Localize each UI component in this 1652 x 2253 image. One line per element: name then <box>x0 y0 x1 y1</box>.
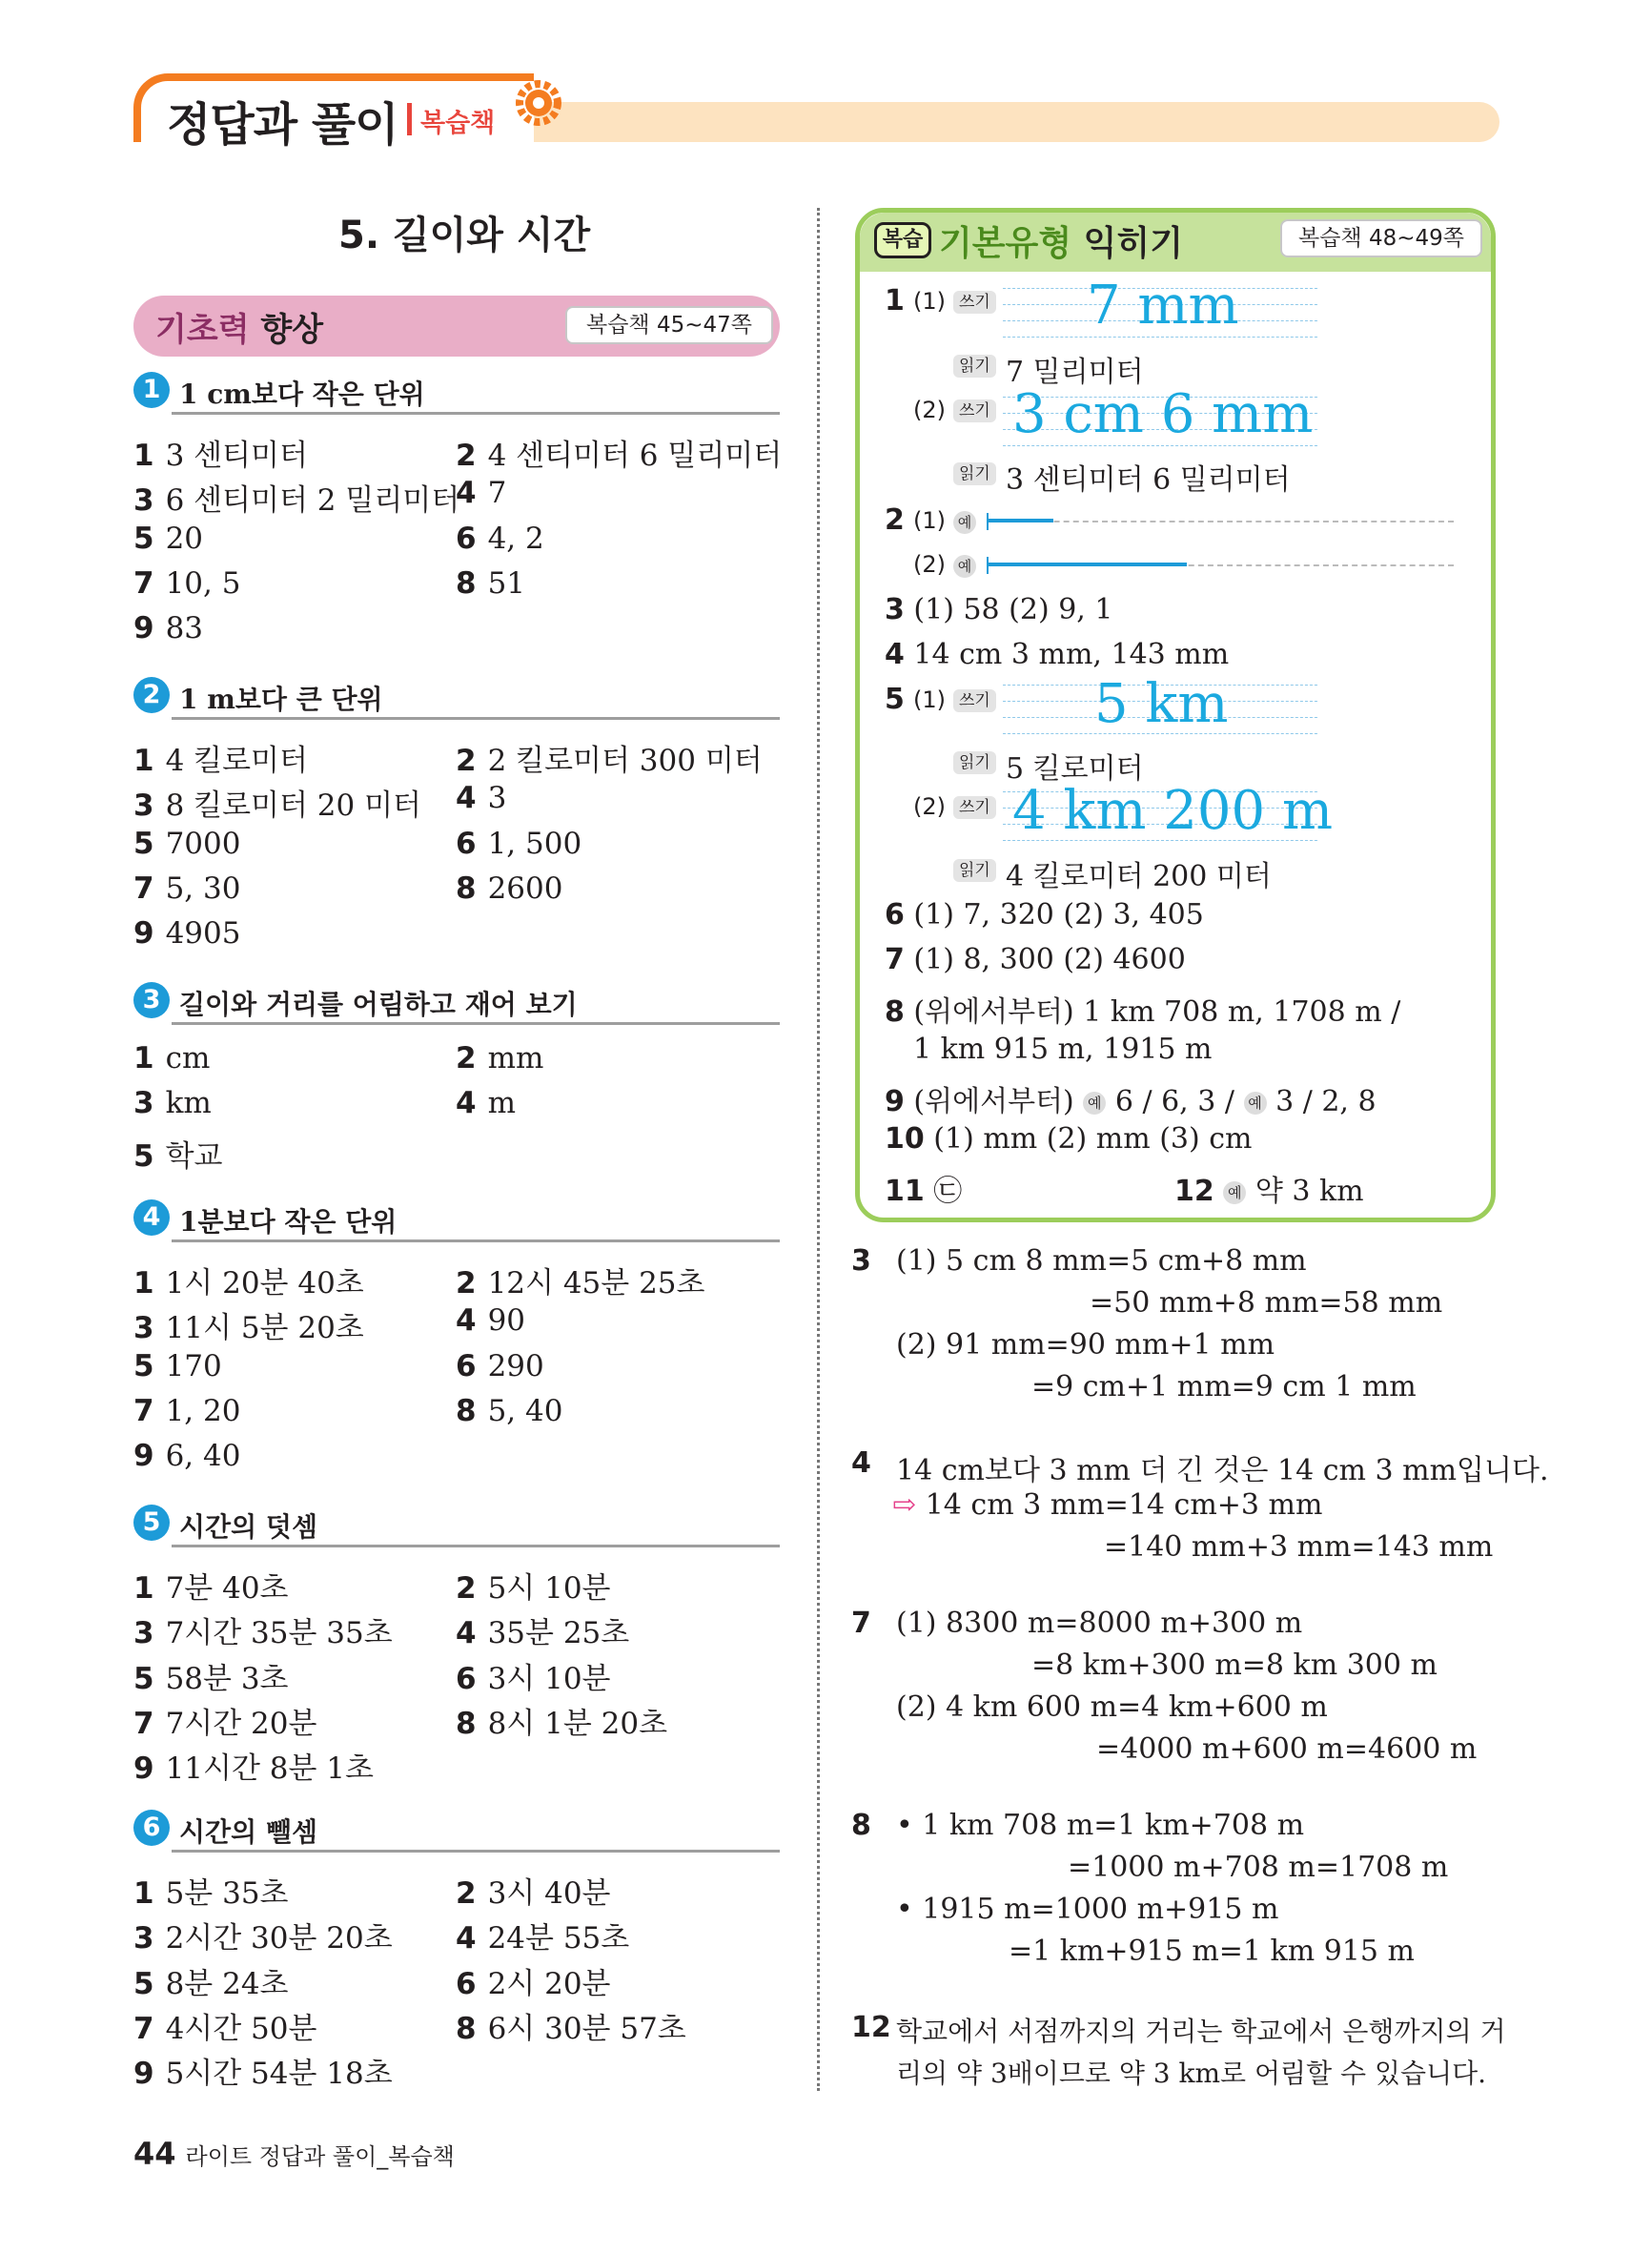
answer-item <box>456 431 782 474</box>
answer-text: 3시 10분 <box>487 1661 611 1696</box>
answer-text: 12시 45분 25초 <box>487 1266 705 1301</box>
answer-item <box>133 431 308 474</box>
banner-title-b: 향상 <box>249 311 324 349</box>
exp4-line2-row <box>892 1488 1322 1522</box>
answer-text: cm <box>165 1041 211 1075</box>
section-underline <box>172 1545 780 1547</box>
answer-text: 5분 35초 <box>165 1876 289 1911</box>
basic-types-ref: 복습책 48~49쪽 <box>1280 219 1482 257</box>
q11-number: 11 <box>885 1175 925 1208</box>
section-number-badge: 1 <box>133 372 170 408</box>
answer-item <box>133 522 203 556</box>
answer-number: 4 <box>456 1616 477 1651</box>
answer-text: 290 <box>487 1348 544 1383</box>
section-underline <box>172 1850 780 1853</box>
section-number-badge: 6 <box>133 1810 170 1846</box>
q6-number: 6 <box>885 898 905 932</box>
answer-text: 51 <box>487 565 526 601</box>
answer-item <box>456 1699 667 1742</box>
answer-text: 5, 40 <box>487 1393 563 1428</box>
answer-item <box>133 1699 316 1742</box>
answer-text: 90 <box>487 1303 526 1339</box>
answer-text: 2 킬로미터 300 미터 <box>487 744 763 778</box>
answer-number: 7 <box>133 565 154 601</box>
q5-number: 5 <box>885 683 905 716</box>
exp3-line2: =50 mm+8 mm=58 mm <box>1090 1286 1443 1320</box>
q2-part1-label: (1) <box>913 507 946 534</box>
exp7-number: 7 <box>851 1607 871 1640</box>
q2-guide-line-1 <box>987 521 1454 522</box>
answer-number: 3 <box>133 789 154 824</box>
answer-item <box>456 2004 686 2047</box>
answer-text: 7시간 35분 35초 <box>165 1616 393 1651</box>
section-number-badge: 5 <box>133 1505 170 1541</box>
answer-item <box>456 781 506 815</box>
answer-number: 1 <box>133 1876 154 1911</box>
answer-number: 3 <box>133 1921 154 1956</box>
answer-number: 1 <box>133 439 154 473</box>
q2-bar-2 <box>987 563 1187 566</box>
q12-answer: 약 3 km <box>1254 1175 1364 1208</box>
q11-row <box>885 1167 962 1209</box>
exp8-line1: • 1 km 708 m=1 km+708 m <box>896 1809 1305 1842</box>
answer-number: 8 <box>456 565 477 601</box>
answer-text: 7시간 20분 <box>165 1706 317 1741</box>
answer-text: km <box>165 1086 212 1121</box>
answer-text: 3시 40분 <box>487 1876 611 1911</box>
answer-text: 7000 <box>165 826 241 861</box>
answer-text: m <box>487 1086 516 1121</box>
answer-item <box>456 1608 629 1651</box>
answer-number: 4 <box>456 1086 477 1121</box>
q3-answer: (1) 58 (2) 9, 1 <box>913 593 1113 626</box>
answer-text: 4, 2 <box>487 521 544 556</box>
header-separator <box>407 103 412 135</box>
answer-item <box>133 1303 364 1346</box>
q8-number: 8 <box>885 995 905 1029</box>
section-number-badge: 3 <box>133 982 170 1018</box>
q3-row <box>885 593 1112 626</box>
q7-answer: (1) 8, 300 (2) 4600 <box>913 943 1186 976</box>
box-title-b: 익히기 <box>1071 224 1183 263</box>
q7-number: 7 <box>885 943 905 976</box>
answer-item <box>456 1394 562 1428</box>
answer-item <box>133 1041 210 1075</box>
answer-text: 4시간 50분 <box>165 2011 317 2046</box>
q5-read-answer-1: 5 킬로미터 <box>1006 752 1144 786</box>
q1-write-answer-2: 3 cm 6 mm <box>1012 383 1314 445</box>
answer-text: 1, 500 <box>487 826 582 861</box>
answer-item <box>133 566 240 601</box>
basic-skills-title <box>155 303 323 350</box>
answer-item <box>133 1132 222 1175</box>
column-divider <box>817 208 820 2091</box>
answer-item <box>133 1564 289 1607</box>
answer-number: 7 <box>133 1393 154 1428</box>
answer-text: 8 킬로미터 20 미터 <box>165 789 421 824</box>
q1-part2-label: (2) <box>913 397 946 423</box>
exp4-line3: =140 mm+3 mm=143 mm <box>1104 1530 1494 1564</box>
answer-text: 1시 20분 40초 <box>165 1266 364 1301</box>
answer-item <box>133 1959 289 2002</box>
answer-number: 8 <box>456 2011 477 2046</box>
q10-answer: (1) mm (2) mm (3) cm <box>933 1122 1253 1156</box>
section-title: 1분보다 작은 단위 <box>179 1206 398 1238</box>
exp7-line3: (2) 4 km 600 m=4 km+600 m <box>896 1690 1328 1724</box>
answer-item <box>456 476 506 510</box>
q11-answer: ㉢ <box>933 1175 963 1208</box>
answer-text: 83 <box>165 611 204 646</box>
section-title: 1 cm보다 작은 단위 <box>179 379 425 410</box>
answer-item <box>133 1654 289 1697</box>
answer-number: 6 <box>456 521 477 556</box>
answer-number: 3 <box>133 1616 154 1651</box>
q5-write-answer-1: 5 km <box>1094 673 1229 735</box>
answer-number: 4 <box>456 1303 477 1339</box>
q3-number: 3 <box>885 593 905 626</box>
page-number: 44 <box>133 2136 176 2172</box>
answer-item <box>456 1959 611 2002</box>
answer-number: 5 <box>133 1138 154 1174</box>
answer-item <box>133 1439 240 1473</box>
section-number-badge: 2 <box>133 677 170 713</box>
answer-item <box>456 1303 525 1338</box>
answer-number: 3 <box>133 1311 154 1346</box>
answer-text: 7 <box>487 476 507 511</box>
answer-text: 3 <box>487 781 507 816</box>
answer-item <box>133 2049 393 2092</box>
answer-item <box>456 1564 611 1607</box>
section-number-badge: 4 <box>133 1199 170 1236</box>
section-underline <box>172 717 780 720</box>
q1-read-answer-2: 3 센티미터 6 밀리미터 <box>1006 463 1291 497</box>
section-underline <box>172 412 780 415</box>
answer-number: 3 <box>133 1086 154 1121</box>
answer-item <box>456 566 525 601</box>
exp3-line3: (2) 91 mm=90 mm+1 mm <box>896 1328 1275 1362</box>
answer-item <box>133 2004 316 2047</box>
q5-part1-label: (1) <box>913 686 946 713</box>
answer-item <box>456 827 581 861</box>
answer-item <box>133 827 240 861</box>
answer-number: 9 <box>133 611 154 646</box>
section-title: 시간의 뺄셈 <box>179 1816 317 1848</box>
answer-number: 9 <box>133 916 154 952</box>
gear-icon <box>512 76 565 130</box>
answer-item <box>456 1654 611 1697</box>
answer-item <box>133 1608 393 1651</box>
answer-item <box>456 1086 516 1120</box>
banner-title-a: 기초력 <box>155 311 250 349</box>
answer-number: 6 <box>456 1966 477 2001</box>
q12-row <box>1174 1167 1364 1209</box>
header-bar <box>534 102 1499 142</box>
exp12-line1: 학교에서 서점까지의 거리는 학교에서 은행까지의 거 <box>896 2016 1506 2047</box>
answer-number: 1 <box>133 1041 154 1075</box>
answer-text: 170 <box>165 1348 222 1383</box>
answer-number: 2 <box>456 1876 477 1911</box>
answer-text: mm <box>487 1041 544 1075</box>
q5-read-chip-1: 읽기 <box>953 751 996 774</box>
q2-number: 2 <box>885 503 905 537</box>
q1-read-answer-1: 7 밀리미터 <box>1006 356 1144 389</box>
exp8-line2: =1000 m+708 m=1708 m <box>1068 1851 1449 1884</box>
q10-row <box>885 1122 1253 1156</box>
exp7-line4: =4000 m+600 m=4600 m <box>1096 1732 1478 1766</box>
basic-skills-ref: 복습책 45~47쪽 <box>565 306 773 344</box>
answer-number: 1 <box>133 1266 154 1301</box>
q12-ex-badge: 예 <box>1223 1181 1246 1204</box>
q1-write-answer-1: 7 mm <box>1087 275 1239 337</box>
q5-write-chip-1: 쓰기 <box>953 689 996 712</box>
arrow-icon: ⇨ <box>892 1488 917 1522</box>
q1-write-chip-2: 쓰기 <box>953 399 996 422</box>
answer-text: 24분 55초 <box>487 1921 630 1956</box>
answer-text: 8분 24초 <box>165 1966 289 2001</box>
answer-item <box>456 1914 629 1956</box>
answer-item <box>133 1394 240 1428</box>
answer-number: 8 <box>456 1706 477 1741</box>
box-title-a: 기본유형 <box>939 224 1072 263</box>
answer-text: 4905 <box>165 916 241 952</box>
answer-number: 2 <box>456 439 477 473</box>
answer-item <box>456 1259 704 1301</box>
answer-text: 1, 20 <box>165 1393 241 1428</box>
answer-text: 7분 40초 <box>165 1571 289 1606</box>
answer-item <box>133 1914 393 1956</box>
q1-read-chip-2: 읽기 <box>953 462 996 485</box>
q5-read-answer-2: 4 킬로미터 200 미터 <box>1006 860 1272 893</box>
answer-number: 2 <box>456 1571 477 1606</box>
q8-row <box>885 988 1400 1030</box>
q5-part2-label: (2) <box>913 793 946 820</box>
exp4-line1: 14 cm보다 3 mm 더 긴 것은 14 cm 3 mm입니다. <box>896 1454 1549 1487</box>
answer-item <box>456 736 763 779</box>
q9-ex-badge-2: 예 <box>1244 1092 1267 1115</box>
answer-item <box>133 1259 364 1301</box>
q2-ex-badge-1: 예 <box>953 511 976 534</box>
answer-number: 9 <box>133 1439 154 1474</box>
q1-number: 1 <box>885 284 905 317</box>
answer-item <box>133 1744 374 1787</box>
header-title: 정답과 풀이 <box>167 98 398 152</box>
answer-number: 7 <box>133 870 154 906</box>
answer-text: 6 센티미터 2 밀리미터 <box>165 483 460 519</box>
q9-answer-a: 6 / 6, 3 / <box>1114 1085 1234 1118</box>
answer-number: 5 <box>133 1661 154 1696</box>
answer-text: 학교 <box>165 1138 223 1174</box>
q5-write-answer-2: 4 km 200 m <box>1012 780 1334 842</box>
exp4-line2: 14 cm 3 mm=14 cm+3 mm <box>925 1488 1323 1522</box>
review-badge: 복습 <box>874 222 931 258</box>
q9-answer-b: 3 / 2, 8 <box>1275 1085 1377 1118</box>
answer-text: 5시간 54분 18초 <box>165 2057 393 2092</box>
section-underline <box>172 1022 780 1025</box>
section-underline <box>172 1239 780 1242</box>
answer-number: 8 <box>456 870 477 906</box>
answer-item <box>133 1349 222 1383</box>
q10-number: 10 <box>885 1122 925 1156</box>
answer-item <box>133 611 203 645</box>
exp12-line2: 리의 약 3배이므로 약 3 km로 어림할 수 있습니다. <box>896 2058 1487 2089</box>
q2-part2-label: (2) <box>913 551 946 578</box>
answer-number: 2 <box>456 1041 477 1075</box>
answer-text: 4 킬로미터 <box>165 744 308 778</box>
q1-part1-label: (1) <box>913 288 946 315</box>
answer-number: 1 <box>133 1571 154 1606</box>
exp8-line4: =1 km+915 m=1 km 915 m <box>1009 1935 1415 1968</box>
q9-ex-badge-1: 예 <box>1083 1092 1106 1115</box>
answer-text: 11시간 8분 1초 <box>165 1751 374 1787</box>
answer-text: 6시 30분 57초 <box>487 2011 686 2046</box>
q8-answer-line1: (위에서부터) 1 km 708 m, 1708 m / <box>913 995 1401 1029</box>
q4-row <box>885 638 1229 671</box>
answer-number: 4 <box>456 1921 477 1956</box>
basic-types-title <box>939 216 1183 265</box>
answer-item <box>456 1349 544 1383</box>
exp4-number: 4 <box>851 1446 871 1480</box>
q4-number: 4 <box>885 638 905 671</box>
answer-text: 8시 1분 20초 <box>487 1706 668 1741</box>
section-title: 1 m보다 큰 단위 <box>179 684 383 715</box>
q8-answer-line2: 1 km 915 m, 1915 m <box>913 1033 1213 1066</box>
answer-text: 58분 3초 <box>165 1661 289 1696</box>
answer-number: 4 <box>456 781 477 816</box>
q2-ex-badge-2: 예 <box>953 555 976 578</box>
answer-text: 4 센티미터 6 밀리미터 <box>487 439 783 473</box>
q9-row <box>885 1077 1377 1119</box>
exp7-line2: =8 km+300 m=8 km 300 m <box>1031 1649 1438 1682</box>
answer-item <box>456 1041 543 1075</box>
answer-number: 9 <box>133 1751 154 1787</box>
answer-number: 6 <box>456 1348 477 1383</box>
q1-write-chip-1: 쓰기 <box>953 291 996 314</box>
chapter-title: 5. 길이와 시간 <box>338 214 591 257</box>
answer-item <box>133 476 459 519</box>
answer-text: 2시간 30분 20초 <box>165 1921 393 1956</box>
answer-text: 20 <box>165 521 204 556</box>
answer-number: 5 <box>133 1348 154 1383</box>
answer-item <box>133 871 240 906</box>
answer-item <box>133 1086 212 1120</box>
q1-read-chip-1: 읽기 <box>953 355 996 378</box>
answer-number: 2 <box>456 744 477 778</box>
answer-number: 7 <box>133 1706 154 1741</box>
exp8-line3: • 1915 m=1000 m+915 m <box>896 1893 1279 1926</box>
q9-prefix: (위에서부터) <box>913 1085 1074 1118</box>
answer-item <box>133 736 308 779</box>
footer-text: 라이트 정답과 풀이_복습책 <box>185 2143 455 2170</box>
q2-bar-1 <box>987 519 1053 522</box>
answer-number: 5 <box>133 826 154 861</box>
q7-row <box>885 943 1186 976</box>
exp3-number: 3 <box>851 1244 871 1278</box>
exp12-number: 12 <box>851 2011 891 2044</box>
section-title: 길이와 거리를 어림하고 재어 보기 <box>179 989 578 1020</box>
answer-text: 3 센티미터 <box>165 439 308 473</box>
q6-row <box>885 898 1204 932</box>
q5-read-chip-2: 읽기 <box>953 859 996 882</box>
answer-number: 5 <box>133 521 154 556</box>
answer-item <box>133 1869 289 1912</box>
exp3-line4: =9 cm+1 mm=9 cm 1 mm <box>1031 1370 1417 1403</box>
q4-answer: 14 cm 3 mm, 143 mm <box>913 638 1230 671</box>
answer-number: 8 <box>456 1393 477 1428</box>
exp7-line1: (1) 8300 m=8000 m+300 m <box>896 1607 1303 1640</box>
answer-number: 1 <box>133 744 154 778</box>
footer <box>133 2136 455 2172</box>
section-title: 시간의 덧셈 <box>179 1511 317 1543</box>
header-subtitle: 복습책 <box>420 109 496 138</box>
answer-text: 6, 40 <box>165 1439 241 1474</box>
q6-answer: (1) 7, 320 (2) 3, 405 <box>913 898 1204 932</box>
answer-number: 6 <box>456 1661 477 1696</box>
answer-text: 5시 10분 <box>487 1571 611 1606</box>
answer-text: 5, 30 <box>165 870 241 906</box>
answer-number: 6 <box>456 826 477 861</box>
answer-text: 10, 5 <box>165 565 241 601</box>
answer-text: 35분 25초 <box>487 1616 630 1651</box>
answer-text: 2시 20분 <box>487 1966 611 2001</box>
answer-item <box>133 781 421 824</box>
q5-write-chip-2: 쓰기 <box>953 796 996 819</box>
exp3-line1: (1) 5 cm 8 mm=5 cm+8 mm <box>896 1244 1307 1278</box>
q9-number: 9 <box>885 1085 905 1118</box>
q12-number: 12 <box>1174 1175 1214 1208</box>
answer-item <box>456 522 544 556</box>
answer-number: 9 <box>133 2057 154 2092</box>
answer-number: 7 <box>133 2011 154 2046</box>
answer-number: 3 <box>133 483 154 519</box>
answer-number: 2 <box>456 1266 477 1301</box>
answer-number: 4 <box>456 476 477 511</box>
answer-text: 2600 <box>487 870 563 906</box>
answer-item <box>133 916 240 951</box>
answer-text: 11시 5분 20초 <box>165 1311 364 1346</box>
answer-item <box>456 871 562 906</box>
answer-item <box>456 1869 611 1912</box>
answer-number: 5 <box>133 1966 154 2001</box>
exp8-number: 8 <box>851 1809 871 1842</box>
